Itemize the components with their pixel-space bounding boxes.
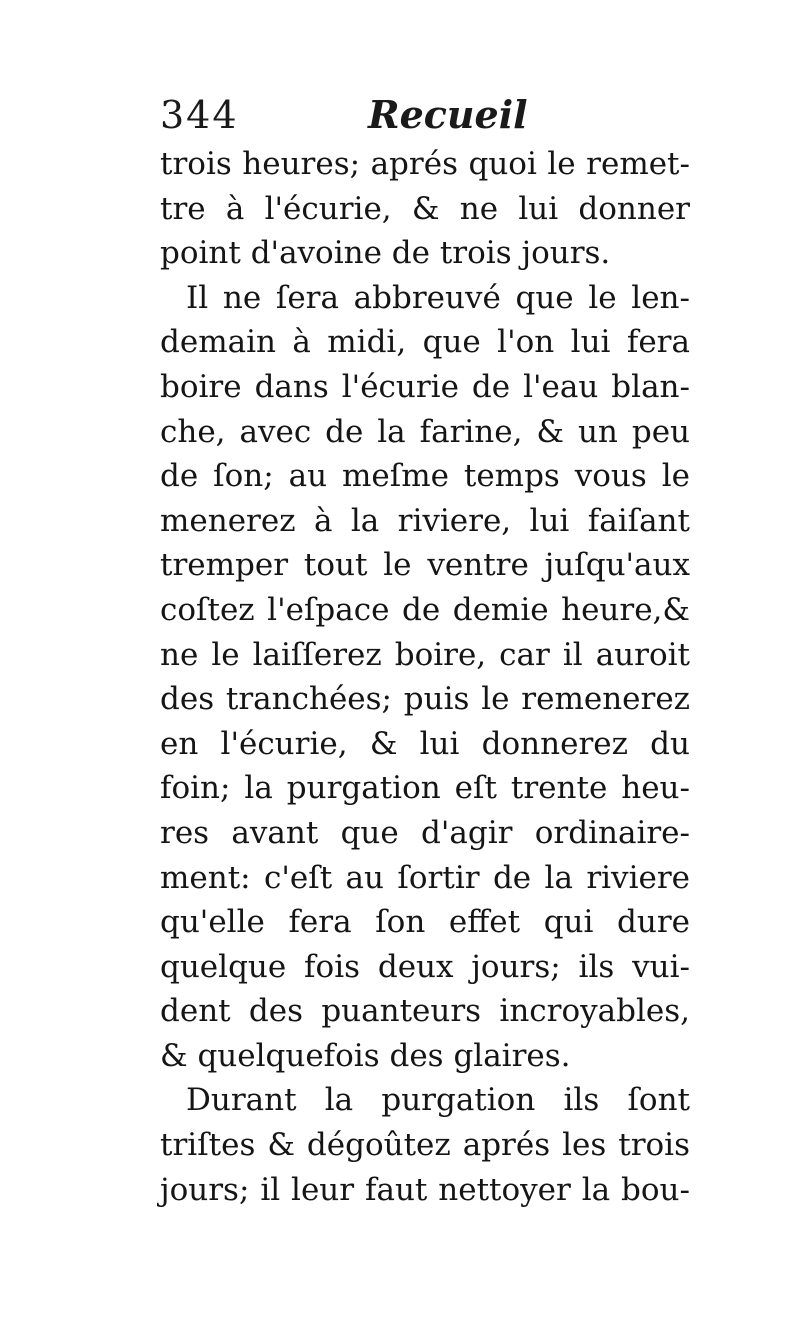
text-line: ment: c'eſt au ſortir de la riviere	[160, 859, 690, 896]
text-line: boire dans l'écurie de l'eau blan-	[160, 368, 690, 405]
text-line: en l'écurie, & lui donnerez du	[160, 725, 690, 762]
text-line: res avant que d'agir ordinaire-	[160, 814, 690, 851]
text-line: quelque fois deux jours; ils vui-	[160, 948, 690, 985]
body-text	[160, 142, 690, 1212]
text-line: ne le laiſſerez boire, car il auroit	[160, 636, 690, 673]
text-line: qu'elle fera ſon effet qui dure	[160, 904, 690, 941]
text-line: point d'avoine de trois jours.	[160, 235, 611, 272]
text-line: & quelquefois des glaires.	[160, 1037, 571, 1074]
text-line: Il ne ſera abbreuvé que le len-	[186, 279, 690, 316]
text-line: triſtes & dégoûtez aprés les trois	[160, 1127, 690, 1164]
text-line: tremper tout le ventre juſqu'aux	[160, 547, 690, 584]
text-line: trois heures; aprés quoi le remet-	[160, 146, 690, 182]
text-line: foin; la purgation eſt trente heu-	[160, 770, 690, 807]
text-line: che, avec de la farine, & un peu	[160, 413, 690, 450]
text-line: demain à midi, que l'on lui fera	[160, 324, 690, 361]
text-line: jours; il leur faut nettoyer la bou-	[160, 1171, 690, 1208]
text-line: de ſon; au meſme temps vous le	[160, 458, 690, 495]
text-line: coſtez l'eſpace de demie heure,&	[160, 591, 690, 628]
running-title: Recueil	[368, 92, 528, 137]
text-line: tre à l'écurie, & ne lui donner	[160, 190, 690, 227]
running-head	[160, 90, 680, 140]
text-line: dent des puanteurs incroyables,	[160, 993, 690, 1030]
text-line: des tranchées; puis le remenerez	[160, 681, 690, 718]
page-number: 344	[160, 93, 239, 137]
text-line: menerez à la riviere, lui faiſant	[160, 502, 690, 539]
text-line: Durant la purgation ils ſont	[186, 1082, 690, 1119]
